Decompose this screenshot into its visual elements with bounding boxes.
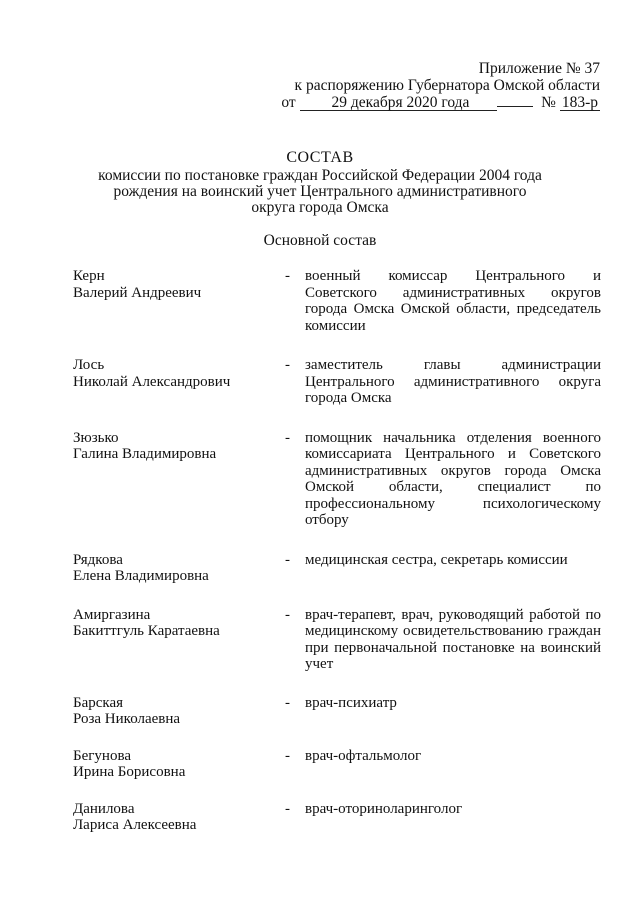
from-label: от — [281, 94, 296, 111]
member-name — [73, 430, 285, 529]
dash-separator: - — [285, 694, 290, 711]
member-row — [73, 695, 601, 728]
member-surname: Рядкова — [73, 551, 123, 568]
member-role: помощник начальника отделения военного комиссариата Центрального и Советского административных округов города Омска Омской области, специалист по профессиональному психологическому отбору — [305, 429, 601, 528]
member-role: заместитель главы администрации Центрального административного округа города Омска — [305, 357, 601, 406]
order-number: 183-р — [561, 94, 598, 111]
dash-separator: - — [285, 747, 290, 764]
member-row — [73, 552, 601, 585]
dash-separator: - — [285, 551, 290, 568]
member-role: врач-психиатр — [305, 694, 397, 711]
member-surname: Лось — [73, 357, 105, 373]
document-title — [0, 150, 640, 216]
member-given-names: Ирина Борисовна — [73, 764, 186, 780]
member-row — [73, 268, 601, 334]
member-surname: Данилова — [73, 800, 135, 817]
member-role: медицинская сестра, секретарь комиссии — [305, 551, 568, 568]
order-date-line — [281, 94, 600, 111]
member-name — [73, 607, 285, 673]
member-role: врач-оториноларинголог — [305, 800, 463, 817]
member-row — [73, 748, 601, 781]
member-name — [73, 268, 285, 334]
member-role: врач-терапевт, врач, руководящий работой по медицинскому освидетельствованию граждан при первоначальной постановке на воинский учет — [305, 606, 601, 672]
member-name — [73, 552, 285, 585]
title-heading: СОСТАВ — [286, 149, 354, 166]
title-line-3: округа города Омска — [251, 199, 389, 216]
member-surname: Амиргазина — [73, 606, 151, 623]
dash-separator: - — [285, 800, 290, 817]
member-row — [73, 357, 601, 407]
members-list — [73, 268, 601, 834]
dash-separator: - — [285, 268, 290, 284]
member-name — [73, 695, 285, 728]
date-underline — [497, 106, 533, 107]
member-given-names: Лариса Алексеевна — [73, 817, 197, 833]
dash-separator: - — [285, 429, 290, 446]
dash-separator: - — [285, 357, 290, 373]
member-role: военный комиссар Центрального и Советского административных округов города Омска Омской области, председатель комиссии — [305, 268, 601, 334]
member-given-names: Николай Александрович — [73, 373, 231, 390]
member-role: врач-офтальмолог — [305, 747, 422, 764]
section-heading: Основной состав — [263, 232, 377, 249]
order-reference: к распоряжению Губернатора Омской области — [294, 77, 600, 94]
member-row — [73, 430, 601, 529]
member-row — [73, 801, 601, 834]
title-line-2: рождения на воинский учет Центрального административного — [113, 183, 527, 200]
member-given-names: Бакиттгуль Каратаевна — [73, 623, 220, 639]
member-given-names: Роза Николаевна — [73, 711, 181, 727]
member-surname: Барская — [73, 694, 124, 711]
member-surname: Керн — [73, 268, 105, 284]
member-given-names: Галина Владимировна — [73, 446, 217, 462]
member-row — [73, 607, 601, 673]
order-date: 29 декабря 2020 года — [300, 95, 498, 111]
member-surname: Зюзько — [73, 429, 119, 446]
number-label: № — [541, 94, 556, 111]
appendix-number: Приложение № 37 — [478, 60, 600, 77]
member-name — [73, 748, 285, 781]
member-name — [73, 357, 285, 407]
title-line-1: комиссии по постановке граждан Российской Федерации 2004 года — [98, 167, 542, 184]
member-name — [73, 801, 285, 834]
member-given-names: Елена Владимировна — [73, 568, 209, 584]
member-surname: Бегунова — [73, 747, 131, 764]
appendix-header — [281, 60, 600, 111]
member-given-names: Валерий Андреевич — [73, 284, 202, 301]
dash-separator: - — [285, 606, 290, 623]
